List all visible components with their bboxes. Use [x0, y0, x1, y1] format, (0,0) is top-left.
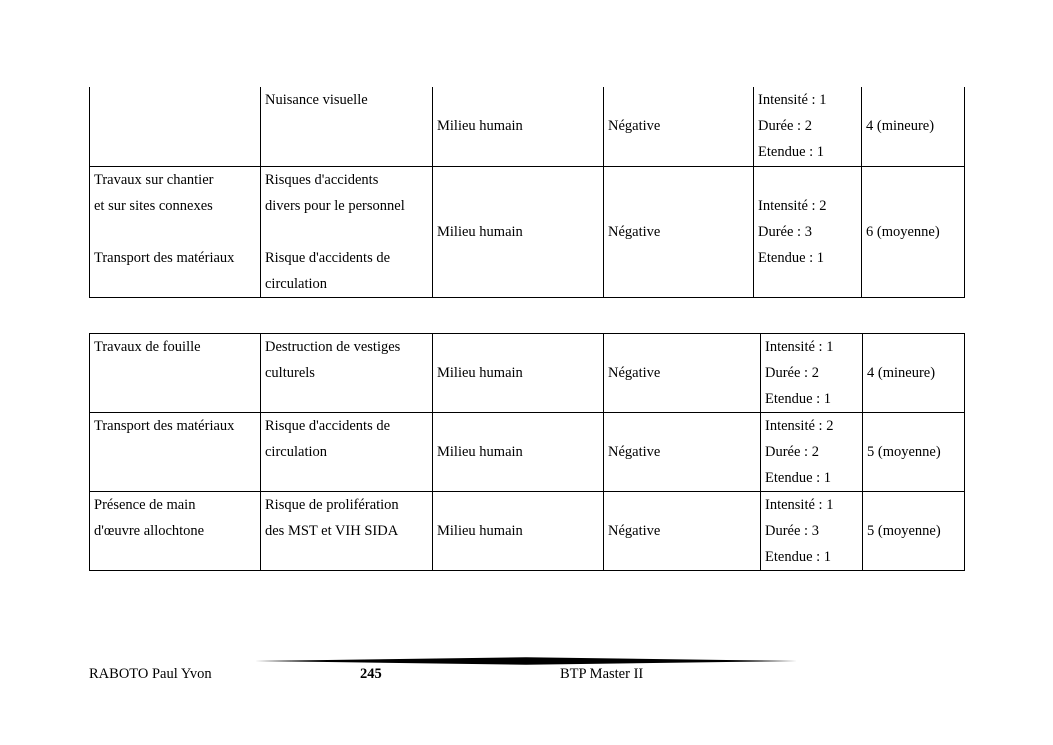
nature-cell: Négative: [604, 413, 761, 492]
table-row: [90, 413, 965, 492]
nature-cell: Négative: [604, 166, 754, 297]
table-row: [90, 334, 965, 413]
activity-cell: Travaux de fouille: [90, 334, 261, 413]
nature-cell: Négative: [604, 492, 761, 571]
impact-cell: Nuisance visuelle: [261, 87, 433, 166]
milieu-cell: Milieu humain: [433, 334, 604, 413]
table-row: [90, 166, 965, 297]
importance-cell: 5 (moyenne): [863, 413, 965, 492]
criteria-cell: Intensité : 1 Durée : 3 Etendue : 1: [761, 492, 863, 571]
footer-divider: [255, 656, 797, 666]
criteria-cell: Intensité : 2 Durée : 2 Etendue : 1: [761, 413, 863, 492]
milieu-cell: Milieu humain: [433, 492, 604, 571]
impact-table-continued: [89, 87, 965, 298]
nature-cell: Négative: [604, 334, 761, 413]
activity-cell: Travaux sur chantier et sur sites connexes Transport des matériaux: [90, 166, 261, 297]
milieu-cell: Milieu humain: [433, 413, 604, 492]
activity-cell: Transport des matériaux: [90, 413, 261, 492]
criteria-cell: Intensité : 1 Durée : 2 Etendue : 1: [761, 334, 863, 413]
impact-cell: Risque d'accidents de circulation: [261, 413, 433, 492]
importance-cell: 4 (mineure): [862, 87, 965, 166]
activity-cell: Présence de main d'œuvre allochtone: [90, 492, 261, 571]
impact-cell: Destruction de vestiges culturels: [261, 334, 433, 413]
milieu-cell: Milieu humain: [433, 166, 604, 297]
impact-table: [89, 333, 965, 571]
table-row: [90, 87, 965, 166]
milieu-cell: Milieu humain: [433, 87, 604, 166]
importance-cell: 6 (moyenne): [862, 166, 965, 297]
criteria-cell: Intensité : 1 Durée : 2 Etendue : 1: [754, 87, 862, 166]
importance-cell: 4 (mineure): [863, 334, 965, 413]
criteria-cell: Intensité : 2 Durée : 3 Etendue : 1: [754, 166, 862, 297]
activity-cell: [90, 87, 261, 166]
impact-cell: Risques d'accidents divers pour le personnel Risque d'accidents de circulation: [261, 166, 433, 297]
importance-cell: 5 (moyenne): [863, 492, 965, 571]
table-row: [90, 492, 965, 571]
footer-program: BTP Master II: [560, 666, 644, 682]
impact-cell: Risque de prolifération des MST et VIH SIDA: [261, 492, 433, 571]
page-number: 245: [360, 666, 382, 682]
nature-cell: Négative: [604, 87, 754, 166]
footer-author: RABOTO Paul Yvon: [89, 666, 212, 682]
